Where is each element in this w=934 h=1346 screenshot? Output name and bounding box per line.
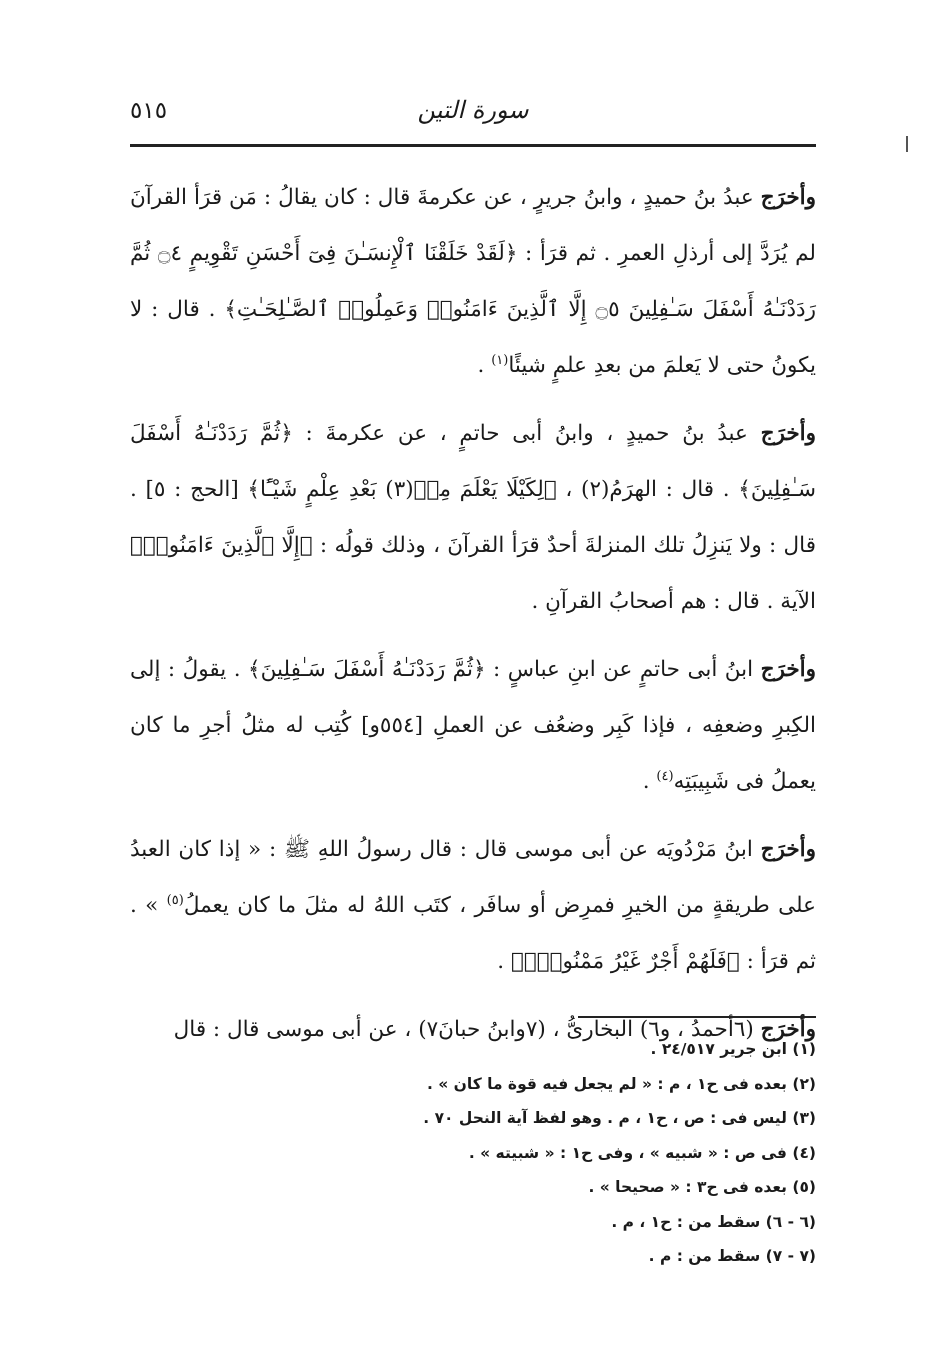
footnote-3: (٣) ليس فى : ص ، ح١ ، م . وهو لفظ آية النحل ٧٠ . [423,1109,816,1127]
paragraph-body: عبدُ بنُ حميدٍ ، وابنُ أبى حاتمٍ ، عن عكرمةَ : ﴿ثُمَّ رَدَدْنَـٰهُ أَسْفَلَ سَـٰفِلِينَ﴾ . قال : الهرَمُ(٢) ، ﴿لِكَيْلَا يَعْلَمَ مِنۢ(٣) بَعْدِ عِلْمٍ شَيْـًٔا﴾ [الحج : ٥] . قال : ولا يَنزِلُ تلك المنزلةَ أحدٌ قرَأ القرآنَ ، وذلك قولُه : ﴿إِلَّا ٱلَّذِينَ ءَامَنُوا۟﴾ الآية . قال : هم أصحابُ القرآنِ [130,421,816,614]
paragraph-body: ابنُ أبى حاتمٍ عن ابنِ عباسٍ : ﴿ثُمَّ رَدَدْنَـٰهُ أَسْفَلَ سَـٰفِلِينَ﴾ . يقولُ : إلى الكِبرِ وضعفِه ، فإذا كَبِر وضعُف عن العملِ [٥٥٤و] كُتِب له مثلُ أجرِ ما كان يعملُ فى شَبِيبَتِه [130,657,816,794]
main-text [130,170,816,1042]
margin-mark [906,136,908,152]
paragraph-1 [130,170,816,394]
footnote-4: (٤) فى ص : « شبيه » ، وفى ح١ : « شبيته » . [468,1143,816,1162]
footnote-separator [578,1016,816,1018]
footnotes [300,1032,816,1274]
footnote-1: (١) ابن جرير ٢٤/٥١٧ . [650,1040,816,1058]
paragraph-tail: . [531,589,546,614]
footnote-ref: (٥) [166,892,184,908]
paragraph-lead: وأخرَج [760,1017,816,1042]
page-header [130,92,816,132]
paragraph-lead: وأخرَج [760,837,816,862]
paragraph-tail: . [477,353,492,378]
running-title: سورة التين [417,96,529,124]
paragraph-lead: وأخرَج [760,657,816,682]
paragraph-body: ابنُ مَرْدُويَه عن أبى موسى قال : قال رسولُ اللهِ ﷺ : « إذا كان العبدُ على طريقةٍ من الخيرِ فمرِض أو سافَر ، كتَب اللهُ له مثلَ ما كان يعملُ [130,837,816,918]
footnote-2: (٢) بعده فى ح١ ، م : « لم يجعل فيه قوة ما كان » . [426,1074,816,1093]
paragraph-tail: » . ثم قرَأ : ﴿فَلَهُمْ أَجْرٌ غَيْرُ مَمْنُونٍۭ﴾ . [130,893,816,974]
paragraph-lead: وأخرَج [760,421,816,446]
paragraph-body: (٦أحمدُ ، و٦) البخارىُّ ، (٧وابنُ حبانَ٧) ، عن أبى موسى قال : قال [173,1017,754,1042]
paragraph-4 [130,822,816,990]
footnote-5: (٥) بعده فى ح٣ : « صحيحا » . [588,1178,816,1196]
footnote-6: (٦ - ٦) سقط من : ح١ ، م . [611,1212,816,1231]
paragraph-lead: وأخرَج [760,185,816,210]
paragraph-2 [130,406,816,630]
paragraph-tail: . [642,769,657,794]
paragraph-body: عبدُ بنُ حميدٍ ، وابنُ جريرٍ ، عن عكرمةَ قال : كان يقالُ : مَن قرَأ القرآنَ لم يُرَدَّ إلى أرذلِ العمرِ . ثم قرَأ : ﴿لَقَدْ خَلَقْنَا ٱلْإِنسَـٰنَ فِىٓ أَحْسَنِ تَقْوِيمٍ ۝٤ ثُمَّ رَدَدْنَـٰهُ أَسْفَلَ سَـٰفِلِينَ ۝٥ إِلَّا ٱلَّذِينَ ءَامَنُوا۟ وَعَمِلُوا۟ ٱلصَّـٰلِحَـٰتِ﴾ . قال : لا يكونُ حتى لا يَعلمَ من بعدِ علمٍ شيئًا [130,185,816,378]
header-rule [130,144,816,147]
footnote-ref: (٤) [656,768,674,784]
page-number: ٥١٥ [130,98,168,124]
paragraph-3 [130,642,816,810]
footnote-ref: (١) [491,352,509,368]
footnote-7: (٧ - ٧) سقط من : م . [648,1247,816,1265]
